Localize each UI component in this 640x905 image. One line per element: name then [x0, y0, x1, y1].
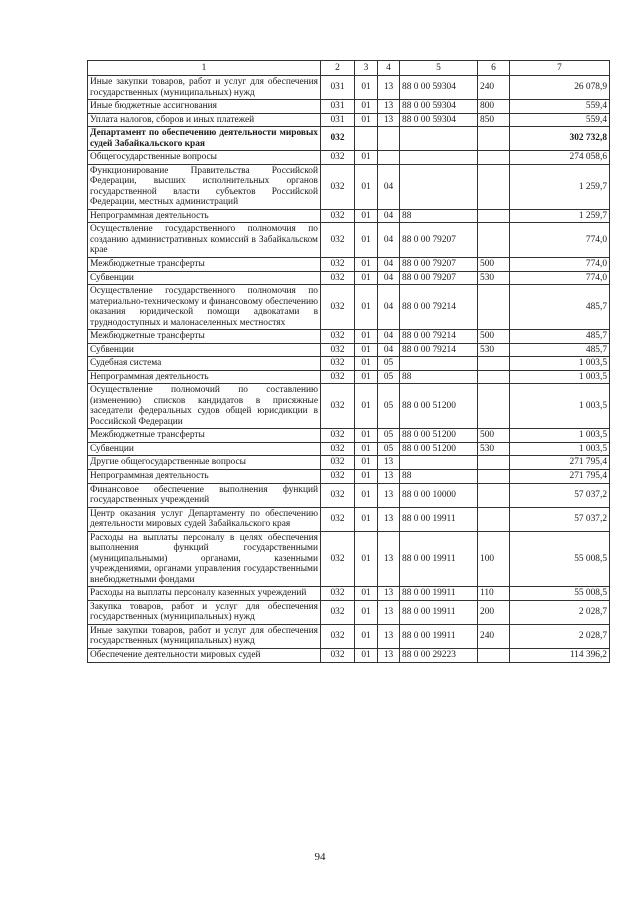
column-header: 3: [355, 61, 378, 76]
row-name-cell: Осуществление государственного полномочия по материально-техническому и финансовому обеспечению оказания юридической помощи адвокатами в труднодоступных и малонаселенных местностях: [88, 285, 321, 330]
section-code-cell: 01: [355, 257, 378, 271]
subsection-code-cell: 04: [378, 285, 400, 330]
expense-type-cell: [478, 127, 510, 151]
amount-cell: 274 058,6: [510, 151, 610, 165]
amount-cell: 302 732,8: [510, 127, 610, 151]
table-row: [88, 507, 610, 531]
section-code-cell: 01: [355, 209, 378, 223]
target-article-cell: 88 0 00 51200: [400, 429, 478, 443]
section-code-cell: 01: [355, 100, 378, 114]
subsection-code-cell: 04: [378, 271, 400, 285]
row-name-cell: Непрограммная деятельность: [88, 209, 321, 223]
subsection-code-cell: 13: [378, 456, 400, 470]
table-row: [88, 100, 610, 114]
amount-cell: 1 003,5: [510, 429, 610, 443]
section-code-cell: 01: [355, 507, 378, 531]
ministry-code-cell: 032: [321, 442, 355, 456]
expense-type-cell: [478, 151, 510, 165]
row-name-cell: Межбюджетные трансферты: [88, 429, 321, 443]
row-name-cell: Непрограммная деятельность: [88, 470, 321, 484]
subsection-code-cell: 04: [378, 343, 400, 357]
expense-type-cell: 240: [478, 76, 510, 100]
amount-cell: 271 795,4: [510, 456, 610, 470]
section-code-cell: 01: [355, 587, 378, 601]
table-row: [88, 648, 610, 662]
subsection-code-cell: 13: [378, 531, 400, 587]
table-row: [88, 384, 610, 429]
section-code-cell: [355, 127, 378, 151]
subsection-code-cell: 04: [378, 164, 400, 209]
table-row: [88, 357, 610, 371]
ministry-code-cell: 032: [321, 587, 355, 601]
subsection-code-cell: 04: [378, 330, 400, 344]
subsection-code-cell: 13: [378, 587, 400, 601]
ministry-code-cell: 032: [321, 483, 355, 507]
ministry-code-cell: 032: [321, 384, 355, 429]
section-code-cell: 01: [355, 370, 378, 384]
table-row: [88, 587, 610, 601]
ministry-code-cell: 032: [321, 470, 355, 484]
section-code-cell: 01: [355, 483, 378, 507]
row-name-cell: Закупка товаров, работ и услуг для обеспечения государственных (муниципальных) нужд: [88, 600, 321, 624]
amount-cell: 485,7: [510, 285, 610, 330]
row-name-cell: Уплата налогов, сборов и иных платежей: [88, 113, 321, 127]
ministry-code-cell: 032: [321, 164, 355, 209]
ministry-code-cell: 032: [321, 370, 355, 384]
section-code-cell: 01: [355, 223, 378, 258]
table-row: [88, 127, 610, 151]
expense-type-cell: [478, 209, 510, 223]
table-row: [88, 343, 610, 357]
ministry-code-cell: 032: [321, 330, 355, 344]
section-code-cell: 01: [355, 285, 378, 330]
row-name-cell: Обеспечение деятельности мировых судей: [88, 648, 321, 662]
ministry-code-cell: 032: [321, 507, 355, 531]
row-name-cell: Другие общегосударственные вопросы: [88, 456, 321, 470]
section-code-cell: 01: [355, 384, 378, 429]
expense-type-cell: [478, 223, 510, 258]
table-header-row: [88, 61, 610, 76]
column-header: 4: [378, 61, 400, 76]
subsection-code-cell: 05: [378, 384, 400, 429]
amount-cell: 485,7: [510, 343, 610, 357]
table-row: [88, 151, 610, 165]
expense-type-cell: 240: [478, 624, 510, 648]
ministry-code-cell: 032: [321, 127, 355, 151]
table-row: [88, 456, 610, 470]
expense-type-cell: [478, 456, 510, 470]
expense-type-cell: [478, 648, 510, 662]
subsection-code-cell: 04: [378, 257, 400, 271]
expense-type-cell: 110: [478, 587, 510, 601]
subsection-code-cell: 05: [378, 429, 400, 443]
target-article-cell: 88 0 00 51200: [400, 442, 478, 456]
amount-cell: 271 795,4: [510, 470, 610, 484]
expense-type-cell: [478, 370, 510, 384]
row-name-cell: Межбюджетные трансферты: [88, 330, 321, 344]
column-header: 7: [510, 61, 610, 76]
section-code-cell: 01: [355, 76, 378, 100]
expense-type-cell: 200: [478, 600, 510, 624]
ministry-code-cell: 032: [321, 429, 355, 443]
subsection-code-cell: 13: [378, 600, 400, 624]
table-row: [88, 370, 610, 384]
expense-type-cell: 850: [478, 113, 510, 127]
row-name-cell: Иные закупки товаров, работ и услуг для обеспечения государственных (муниципальных) нужд: [88, 76, 321, 100]
target-article-cell: [400, 151, 478, 165]
ministry-code-cell: 032: [321, 285, 355, 330]
expense-type-cell: [478, 483, 510, 507]
subsection-code-cell: 13: [378, 470, 400, 484]
column-header: 1: [88, 61, 321, 76]
expense-type-cell: [478, 357, 510, 371]
table-row: [88, 271, 610, 285]
expense-type-cell: 800: [478, 100, 510, 114]
row-name-cell: Межбюджетные трансферты: [88, 257, 321, 271]
amount-cell: 485,7: [510, 330, 610, 344]
section-code-cell: 01: [355, 470, 378, 484]
amount-cell: 2 028,7: [510, 600, 610, 624]
target-article-cell: 88 0 00 29223: [400, 648, 478, 662]
ministry-code-cell: 032: [321, 223, 355, 258]
amount-cell: 57 037,2: [510, 483, 610, 507]
subsection-code-cell: 04: [378, 223, 400, 258]
page-number: 94: [314, 851, 326, 863]
ministry-code-cell: 031: [321, 76, 355, 100]
subsection-code-cell: 13: [378, 624, 400, 648]
expense-type-cell: [478, 164, 510, 209]
row-name-cell: Расходы на выплаты персоналу в целях обеспечения выполнения функций государственными (муниципальными) органами, казенными учреждениями, органами управления государственными внебюджетными фондами: [88, 531, 321, 587]
subsection-code-cell: 05: [378, 370, 400, 384]
section-code-cell: 01: [355, 357, 378, 371]
subsection-code-cell: 13: [378, 483, 400, 507]
ministry-code-cell: 032: [321, 531, 355, 587]
target-article-cell: 88 0 00 19911: [400, 624, 478, 648]
budget-table: [87, 60, 610, 663]
row-name-cell: Судебная система: [88, 357, 321, 371]
amount-cell: 114 396,2: [510, 648, 610, 662]
target-article-cell: 88 0 00 10000: [400, 483, 478, 507]
target-article-cell: 88 0 00 19911: [400, 507, 478, 531]
table-row: [88, 223, 610, 258]
ministry-code-cell: 032: [321, 209, 355, 223]
row-name-cell: Функционирование Правительства Российской Федерации, высших исполнительных органов государственной власти субъектов Российской Федерации, местных администраций: [88, 164, 321, 209]
amount-cell: 559,4: [510, 113, 610, 127]
column-header: 5: [400, 61, 478, 76]
expense-type-cell: [478, 507, 510, 531]
amount-cell: 1 003,5: [510, 357, 610, 371]
table-row: [88, 209, 610, 223]
section-code-cell: 01: [355, 442, 378, 456]
target-article-cell: 88 0 00 19911: [400, 600, 478, 624]
section-code-cell: 01: [355, 531, 378, 587]
amount-cell: 1 003,5: [510, 370, 610, 384]
table-row: [88, 429, 610, 443]
target-article-cell: 88 0 00 59304: [400, 113, 478, 127]
row-name-cell: Субвенции: [88, 271, 321, 285]
table-row: [88, 257, 610, 271]
target-article-cell: [400, 127, 478, 151]
amount-cell: 774,0: [510, 271, 610, 285]
row-name-cell: Осуществление полномочий по составлению (изменению) списков кандидатов в присяжные заседатели федеральных судов общей юрисдикции в Российской Федерации: [88, 384, 321, 429]
amount-cell: 57 037,2: [510, 507, 610, 531]
section-code-cell: 01: [355, 343, 378, 357]
section-code-cell: 01: [355, 151, 378, 165]
table-row: [88, 285, 610, 330]
subsection-code-cell: 13: [378, 76, 400, 100]
section-code-cell: 01: [355, 456, 378, 470]
subsection-code-cell: 13: [378, 648, 400, 662]
target-article-cell: 88 0 00 79214: [400, 330, 478, 344]
amount-cell: 55 008,5: [510, 587, 610, 601]
amount-cell: 1 003,5: [510, 384, 610, 429]
ministry-code-cell: 032: [321, 271, 355, 285]
section-code-cell: 01: [355, 164, 378, 209]
table-row: [88, 531, 610, 587]
target-article-cell: 88 0 00 79207: [400, 223, 478, 258]
section-code-cell: 01: [355, 271, 378, 285]
subsection-code-cell: 05: [378, 357, 400, 371]
ministry-code-cell: 032: [321, 648, 355, 662]
subsection-code-cell: 13: [378, 100, 400, 114]
ministry-code-cell: 031: [321, 113, 355, 127]
row-name-cell: Департамент по обеспечению деятельности мировых судей Забайкальского края: [88, 127, 321, 151]
target-article-cell: 88 0 00 59304: [400, 76, 478, 100]
subsection-code-cell: 04: [378, 209, 400, 223]
row-name-cell: Общегосударственные вопросы: [88, 151, 321, 165]
subsection-code-cell: [378, 127, 400, 151]
section-code-cell: 01: [355, 600, 378, 624]
target-article-cell: [400, 357, 478, 371]
row-name-cell: Непрограммная деятельность: [88, 370, 321, 384]
target-article-cell: 88 0 00 59304: [400, 100, 478, 114]
row-name-cell: Осуществление государственного полномочия по созданию административных комиссий в Забайкальском крае: [88, 223, 321, 258]
row-name-cell: Финансовое обеспечение выполнения функций государственных учреждений: [88, 483, 321, 507]
section-code-cell: 01: [355, 429, 378, 443]
section-code-cell: 01: [355, 330, 378, 344]
subsection-code-cell: 05: [378, 442, 400, 456]
expense-type-cell: 500: [478, 257, 510, 271]
ministry-code-cell: 032: [321, 357, 355, 371]
expense-type-cell: [478, 384, 510, 429]
row-name-cell: Иные бюджетные ассигнования: [88, 100, 321, 114]
table-row: [88, 442, 610, 456]
column-header: 6: [478, 61, 510, 76]
ministry-code-cell: 032: [321, 456, 355, 470]
amount-cell: 774,0: [510, 223, 610, 258]
target-article-cell: 88 0 00 79214: [400, 285, 478, 330]
ministry-code-cell: 031: [321, 100, 355, 114]
target-article-cell: 88 0 00 79207: [400, 271, 478, 285]
target-article-cell: 88 0 00 19911: [400, 531, 478, 587]
target-article-cell: [400, 456, 478, 470]
amount-cell: 774,0: [510, 257, 610, 271]
section-code-cell: 01: [355, 648, 378, 662]
table-row: [88, 600, 610, 624]
row-name-cell: Иные закупки товаров, работ и услуг для обеспечения государственных (муниципальных) нужд: [88, 624, 321, 648]
subsection-code-cell: 13: [378, 113, 400, 127]
ministry-code-cell: 032: [321, 257, 355, 271]
section-code-cell: 01: [355, 113, 378, 127]
target-article-cell: 88 0 00 79207: [400, 257, 478, 271]
expense-type-cell: 530: [478, 343, 510, 357]
ministry-code-cell: 032: [321, 151, 355, 165]
section-code-cell: 01: [355, 624, 378, 648]
table-row: [88, 624, 610, 648]
ministry-code-cell: 032: [321, 600, 355, 624]
target-article-cell: 88: [400, 470, 478, 484]
subsection-code-cell: 13: [378, 507, 400, 531]
amount-cell: 55 008,5: [510, 531, 610, 587]
table-row: [88, 113, 610, 127]
table-row: [88, 164, 610, 209]
target-article-cell: 88 0 00 51200: [400, 384, 478, 429]
row-name-cell: Центр оказания услуг Департаменту по обеспечению деятельности мировых судей Забайкальского края: [88, 507, 321, 531]
expense-type-cell: 500: [478, 330, 510, 344]
amount-cell: 1 003,5: [510, 442, 610, 456]
table-row: [88, 76, 610, 100]
target-article-cell: 88: [400, 370, 478, 384]
target-article-cell: 88 0 00 19911: [400, 587, 478, 601]
amount-cell: 26 078,9: [510, 76, 610, 100]
expense-type-cell: [478, 470, 510, 484]
expense-type-cell: 500: [478, 429, 510, 443]
subsection-code-cell: [378, 151, 400, 165]
amount-cell: 1 259,7: [510, 209, 610, 223]
row-name-cell: Субвенции: [88, 442, 321, 456]
target-article-cell: 88: [400, 209, 478, 223]
amount-cell: 1 259,7: [510, 164, 610, 209]
expense-type-cell: 530: [478, 442, 510, 456]
amount-cell: 2 028,7: [510, 624, 610, 648]
expense-type-cell: 100: [478, 531, 510, 587]
target-article-cell: [400, 164, 478, 209]
ministry-code-cell: 032: [321, 343, 355, 357]
expense-type-cell: 530: [478, 271, 510, 285]
expense-type-cell: [478, 285, 510, 330]
target-article-cell: 88 0 00 79214: [400, 343, 478, 357]
table-row: [88, 470, 610, 484]
ministry-code-cell: 032: [321, 624, 355, 648]
column-header: 2: [321, 61, 355, 76]
row-name-cell: Субвенции: [88, 343, 321, 357]
table-row: [88, 330, 610, 344]
table-row: [88, 483, 610, 507]
row-name-cell: Расходы на выплаты персоналу казенных учреждений: [88, 587, 321, 601]
amount-cell: 559,4: [510, 100, 610, 114]
